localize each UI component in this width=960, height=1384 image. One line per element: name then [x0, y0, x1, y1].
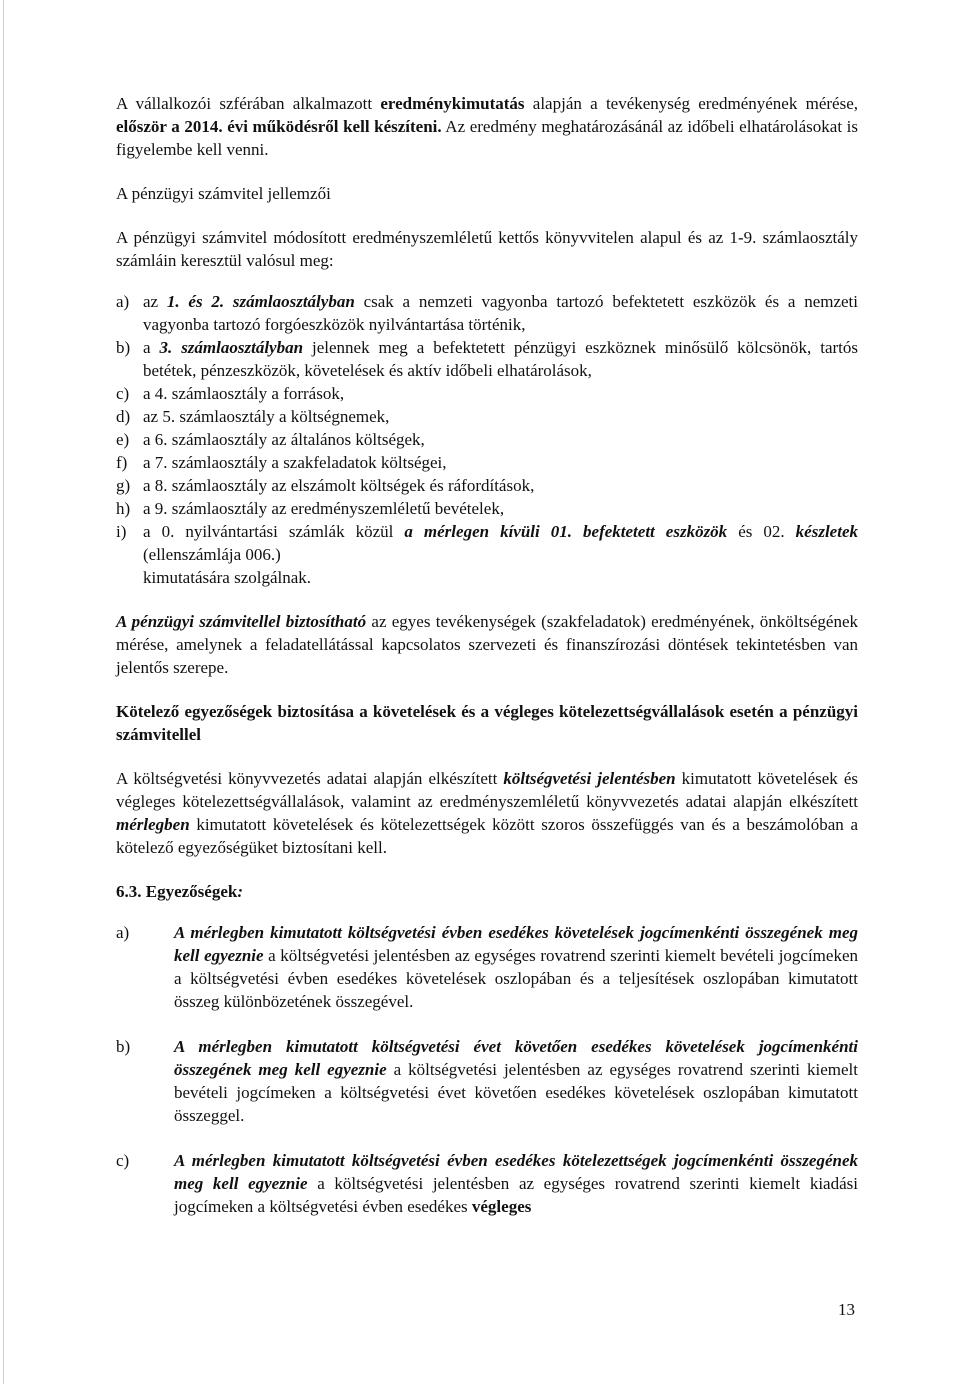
- egyezoseg-item-a: a) A mérlegben kimutatott költségvetési évben esedékes követelések jogcímenkénti összegének meg kell egyeznie a költségvetési jelentésben az egységes rovatrend szerinti kiemelt bevételi jogcímeken a költségvetési évben esedékes követelések oszlopában és a teljesítések oszlopában kimutatott összeg különbözetének összegével.: [116, 923, 858, 1011]
- list-item-f: f) a 7. számlaosztály a szakfeladatok költségei,: [116, 453, 447, 472]
- paragraph-biztosithato: A pénzügyi számvitellel biztosítható az egyes tevékenységek (szakfeladatok) eredményének, önköltségének mérése, amelynek a feladatellátással kapcsolatos szervezeti és finanszírozási döntések tekintetésben van jelentős szerepe.: [116, 612, 859, 677]
- heading-kotelezo-egyezosegek: Kötelező egyezőségek biztosítása a követelések és a végleges kötelezettségvállalások esetén a pénzügyi számvitellel: [116, 702, 858, 744]
- list-item-h: h) a 9. számlaosztály az eredményszemléletű bevételek,: [116, 499, 505, 518]
- scan-edge-line: [3, 0, 4, 1384]
- section-heading-6-3: 6.3. Egyezőségek:: [116, 882, 244, 901]
- list-item-c: c) a 4. számlaosztály a források,: [116, 384, 345, 403]
- heading-penzugyi-szamvitel-jellemzoi: A pénzügyi számvitel jellemzői: [116, 184, 331, 203]
- intro-paragraph: A vállalkozói szférában alkalmazott eredménykimutatás alapján a tevékenység eredményének mérése, először a 2014. évi működésről kell készíteni. Az eredmény meghatározásánál az időbeli elhatárolásokat is figyelembe kell venni.: [116, 94, 858, 159]
- document-page: [116, 92, 858, 1240]
- paragraph-koltsegvetesi-konyvvezetes: A költségvetési könyvvezetés adatai alapján elkészített költségvetési jelentésben kimutatott követelések és végleges kötelezettségvállalások, valamint az eredményszemléletű könyvvezetés adatai alapján elkészített mérlegben kimutatott követelések és kötelezettségek között szoros összefüggés van és a beszámolóban a kötelező egyezőségüket biztosítani kell.: [116, 769, 858, 857]
- list-item-d: d) az 5. számlaosztály a költségnemek,: [116, 407, 390, 426]
- list-item-e: e) a 6. számlaosztály az általános költségek,: [116, 430, 425, 449]
- page-number: 13: [838, 1300, 855, 1319]
- egyezoseg-item-b: b) A mérlegben kimutatott költségvetési évet követően esedékes követelések jogcímenkénti összegének meg kell egyeznie a költségvetési jelentésben az egységes rovatrend szerinti kiemelt bevételi jogcímeken a költségvetési évet követően esedékes követelések oszlopában kimutatott összeggel.: [116, 1037, 858, 1125]
- paragraph-szamvitel-alapja: A pénzügyi számvitel módosított eredményszemléletű kettős könyvvitelen alapul és az 1-9. számlaosztály számláin keresztül valósul meg:: [116, 228, 858, 270]
- list-item-g: g) a 8. számlaosztály az elszámolt költségek és ráfordítások,: [116, 476, 535, 495]
- list-item-b: b) a 3. számlaosztályban jelennek meg a befektetett pénzügyi eszköznek minősülő kölcsönök, tartós betétek, pénzeszközök, követelések és aktív időbeli elhatárolások,: [116, 338, 859, 380]
- egyezoseg-item-c: c) A mérlegben kimutatott költségvetési évben esedékes kötelezettségek jogcímenkénti összegének meg kell egyeznie a költségvetési jelentésben az egységes rovatrend szerinti kiemelt kiadási jogcímeken a költségvetési évben esedékes végleges: [116, 1151, 858, 1216]
- egyezosegek-list: [116, 921, 858, 1218]
- list-item-a: a) az 1. és 2. számlaosztályban csak a nemzeti vagyonba tartozó befektetett eszközök és a nemzeti vagyonba tartozó forgóeszközök nyilvántartása történik,: [116, 292, 858, 334]
- list-item-i: i) a 0. nyilvántartási számlák közül a mérlegen kívüli 01. befektetett eszközök és 02. készletek (ellenszámlája 006.) kimutatására szolgálnak.: [116, 522, 858, 587]
- szamlaosztaly-list: [116, 290, 858, 589]
